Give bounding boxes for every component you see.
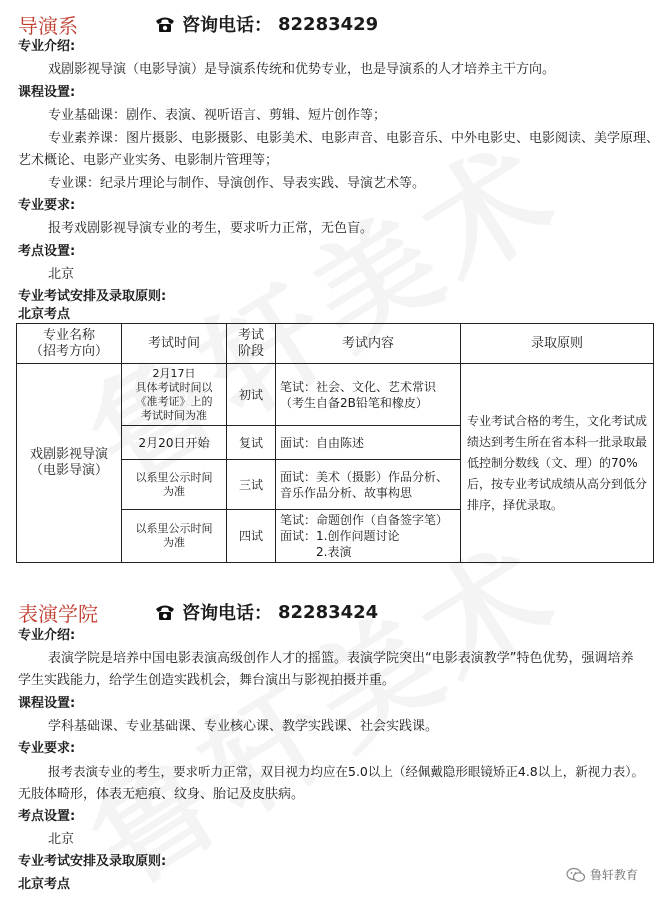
table-row bbox=[17, 364, 654, 426]
phone-number: 82283424 bbox=[278, 601, 379, 623]
telephone-icon bbox=[154, 15, 176, 33]
req-text-cont: 无肢体畸形，体表无疤痕、纹身、胎记及皮肤病。 bbox=[18, 787, 305, 802]
phone-label: 咨询电话： bbox=[182, 15, 272, 36]
stage-cell: 复试 bbox=[227, 426, 276, 460]
course-quality: 专业素养课：图片摄影、电影摄影、电影美术、电影声音、电影音乐、中外电影史、电影阅读、美学原理、 bbox=[48, 131, 660, 146]
course-text: 学科基础课、专业基础课、专业核心课、教学实践课、社会实践课。 bbox=[48, 719, 439, 734]
stage-cell: 三试 bbox=[227, 460, 276, 510]
dept2-title: 表演学院 bbox=[18, 602, 98, 626]
content-cell: 笔试：命题创作（自备签字笔） 面试：1.创作问题讨论 2.表演 bbox=[276, 510, 461, 563]
major-cell: 戏剧影视导演 （电影导演） bbox=[17, 364, 122, 563]
wechat-icon bbox=[566, 867, 586, 883]
dept2-phone bbox=[154, 599, 378, 625]
logo-text: 鲁轩教育 bbox=[590, 868, 639, 882]
site-label: 考点设置: bbox=[18, 244, 76, 259]
intro-text: 戏剧影视导演（电影导演）是导演系传统和优势专业，也是导演系的人才培养主干方向。 bbox=[48, 62, 556, 77]
phone-label: 咨询电话： bbox=[182, 603, 272, 624]
intro-label: 专业介绍: bbox=[18, 628, 76, 643]
wechat-logo bbox=[566, 866, 638, 883]
header-major: 专业名称 （招考方向） bbox=[17, 324, 122, 364]
header-principle: 录取原则 bbox=[461, 324, 654, 364]
content-cell: 面试：美术（摄影）作品分析、 音乐作品分析、故事构思 bbox=[276, 460, 461, 510]
time-cell: 以系里公示时间 为准 bbox=[122, 510, 227, 563]
dept2-header bbox=[18, 598, 98, 627]
req-text: 报考戏剧影视导演专业的考生，要求听力正常，无色盲。 bbox=[48, 221, 374, 236]
req-text: 报考表演专业的考生，要求听力正常，双目视力均应在5.0以上（经佩戴隐形眼镜矫正4.8以上，新视力表）。 bbox=[48, 764, 645, 779]
time-cell: 2月17日 具体考试时间以 《准考证》上的 考试时间为准 bbox=[122, 364, 227, 426]
intro-text-cont: 学生实践能力，给学生创造实践机会，舞台演出与影视拍摄并重。 bbox=[18, 673, 396, 688]
principle-cell: 专业考试合格的考生，文化考试成绩达到考生所在省本科一批录取最低控制分数线（文、理）的70%后，按专业考试成绩从高分到低分排序，择优录取。 bbox=[461, 364, 654, 563]
site-label: 考点设置: bbox=[18, 809, 76, 824]
site-text: 北京 bbox=[48, 832, 75, 847]
intro-label: 专业介绍: bbox=[18, 39, 76, 54]
content-cell: 面试：自由陈述 bbox=[276, 426, 461, 460]
stage-cell: 初试 bbox=[227, 364, 276, 426]
intro-text: 表演学院是培养中国电影表演高级创作人才的摇篮。表演学院突出“电影表演教学”特色优势，强调培养 bbox=[48, 651, 634, 666]
course-label: 课程设置: bbox=[18, 85, 76, 100]
site-text: 北京 bbox=[48, 267, 75, 282]
exam-table bbox=[16, 323, 654, 563]
beijing-label: 北京考点 bbox=[18, 877, 71, 892]
dept1-title: 导演系 bbox=[18, 14, 78, 38]
req-label: 专业要求: bbox=[18, 198, 76, 213]
course-quality-cont: 艺术概论、电影产业实务、电影制片管理等； bbox=[18, 153, 279, 168]
dept1-phone bbox=[154, 11, 378, 37]
course-basic: 专业基础课：剧作、表演、视听语言、剪辑、短片创作等； bbox=[48, 108, 387, 123]
time-cell: 以系里公示时间 为准 bbox=[122, 460, 227, 510]
arrange-label: 专业考试安排及录取原则: bbox=[18, 289, 167, 304]
req-label: 专业要求: bbox=[18, 741, 76, 756]
stage-cell: 四试 bbox=[227, 510, 276, 563]
arrange-label: 专业考试安排及录取原则: bbox=[18, 854, 167, 869]
beijing-label: 北京考点 bbox=[18, 307, 71, 322]
time-cell: 2月20日开始 bbox=[122, 426, 227, 460]
header-time: 考试时间 bbox=[122, 324, 227, 364]
course-label: 课程设置: bbox=[18, 696, 76, 711]
dept1-header bbox=[18, 10, 78, 39]
table-header-row bbox=[17, 324, 654, 364]
course-major: 专业课：纪录片理论与制作、导演创作、导表实践、导演艺术等。 bbox=[48, 176, 426, 191]
header-content: 考试内容 bbox=[276, 324, 461, 364]
telephone-icon bbox=[154, 603, 176, 621]
content-cell: 笔试：社会、文化、艺术常识 （考生自备2B铅笔和橡皮） bbox=[276, 364, 461, 426]
header-stage: 考试 阶段 bbox=[227, 324, 276, 364]
phone-number: 82283429 bbox=[278, 13, 379, 35]
